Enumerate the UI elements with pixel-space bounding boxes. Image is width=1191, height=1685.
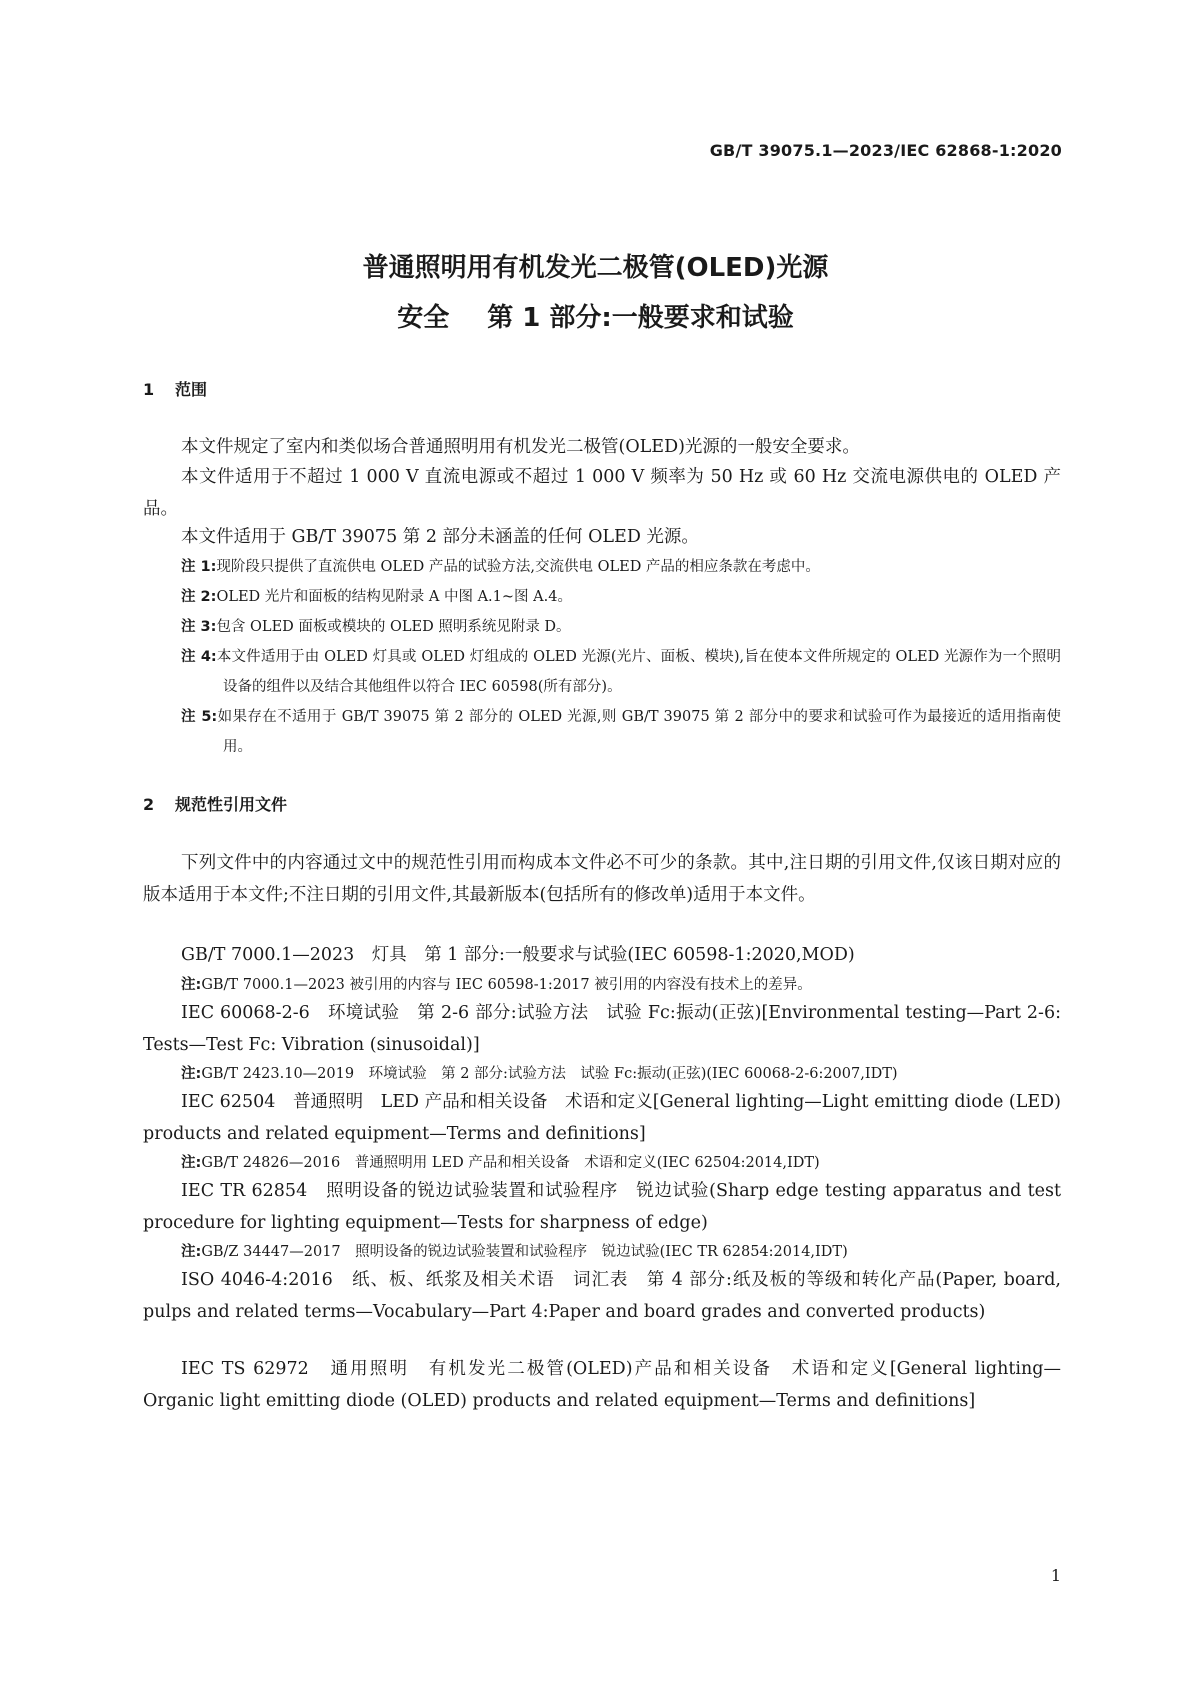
scope-note-4: 注 4:本文件适用于由 OLED 灯具或 OLED 灯组成的 OLED 光源(光片、面板、模块),旨在使本文件所规定的 OLED 光源作为一个照明设备的组件以及结合其他组件以符合 IEC 60598(所有部分)。 bbox=[181, 649, 1062, 695]
scope-paragraph-2: 本文件适用于不超过 1 000 V 直流电源或不超过 1 000 V 频率为 50 Hz 或 60 Hz 交流电源供电的 OLED 产品。 bbox=[143, 467, 1061, 519]
document-title-line1: 普通照明用有机发光二极管(OLED)光源 bbox=[362, 253, 829, 283]
title-part-b: 第 1 部分:一般要求和试验 bbox=[487, 303, 794, 333]
section-2-heading: 2 规范性引用文件 bbox=[143, 795, 288, 814]
reference-4: IEC TR 62854 照明设备的锐边试验装置和试验程序 锐边试验(Sharp edge testing apparatus and test procedure for lighting equipment—Tests for sharpness of edge) bbox=[143, 1181, 1061, 1233]
scope-note-2: 注 2:OLED 光片和面板的结构见附录 A 中图 A.1~图 A.4。 bbox=[181, 589, 572, 605]
reference-3: IEC 62504 普通照明 LED 产品和相关设备 术语和定义[General lighting—Light emitting diode (LED) products and related equipment—Terms and definitions] bbox=[143, 1092, 1061, 1144]
reference-6: IEC TS 62972 通用照明 有机发光二极管(OLED)产品和相关设备 术语和定义[General lighting—Organic light emitting diode (OLED) products and related equipment—Terms and definitions] bbox=[143, 1359, 1061, 1411]
references-intro: 下列文件中的内容通过文中的规范性引用而构成本文件必不可少的条款。其中,注日期的引用文件,仅该日期对应的版本适用于本文件;不注日期的引用文件,其最新版本(包括所有的修改单)适用于本文件。 bbox=[143, 853, 1061, 905]
document-title-line2 bbox=[0, 297, 1191, 334]
section-1-heading: 1 范围 bbox=[143, 380, 208, 399]
scope-note-3: 注 3:包含 OLED 面板或模块的 OLED 照明系统见附录 D。 bbox=[181, 619, 571, 635]
page-number: 1 bbox=[1050, 1566, 1061, 1585]
reference-1: GB/T 7000.1—2023 灯具 第 1 部分:一般要求与试验(IEC 60598-1:2020,MOD) bbox=[181, 945, 855, 965]
standard-code: GB/T 39075.1—2023/IEC 62868-1:2020 bbox=[709, 141, 1062, 160]
reference-2: IEC 60068-2-6 环境试验 第 2-6 部分:试验方法 试验 Fc:振动(正弦)[Environmental testing—Part 2-6: Tests—Test Fc: Vibration (sinusoidal)] bbox=[143, 1003, 1061, 1055]
scope-paragraph-1: 本文件规定了室内和类似场合普通照明用有机发光二极管(OLED)光源的一般安全要求。 bbox=[181, 437, 860, 457]
reference-note-1: 注:GB/T 7000.1—2023 被引用的内容与 IEC 60598-1:2017 被引用的内容没有技术上的差异。 bbox=[181, 977, 812, 993]
title-part-a: 安全 bbox=[397, 303, 450, 333]
reference-5: ISO 4046-4:2016 纸、板、纸浆及相关术语 词汇表 第 4 部分:纸及板的等级和转化产品(Paper, board, pulps and related terms—Vocabulary—Part 4:Paper and board grades and converted products) bbox=[143, 1270, 1061, 1322]
scope-note-1: 注 1:现阶段只提供了直流供电 OLED 产品的试验方法,交流供电 OLED 产品的相应条款在考虑中。 bbox=[181, 559, 820, 575]
scope-note-5: 注 5:如果存在不适用于 GB/T 39075 第 2 部分的 OLED 光源,则 GB/T 39075 第 2 部分中的要求和试验可作为最接近的适用指南使用。 bbox=[181, 709, 1062, 755]
reference-note-2: 注:GB/T 2423.10—2019 环境试验 第 2 部分:试验方法 试验 Fc:振动(正弦)(IEC 60068-2-6:2007,IDT) bbox=[181, 1066, 898, 1082]
reference-note-4: 注:GB/Z 34447—2017 照明设备的锐边试验装置和试验程序 锐边试验(IEC TR 62854:2014,IDT) bbox=[181, 1244, 848, 1260]
scope-paragraph-3: 本文件适用于 GB/T 39075 第 2 部分未涵盖的任何 OLED 光源。 bbox=[181, 527, 699, 547]
reference-note-3: 注:GB/T 24826—2016 普通照明用 LED 产品和相关设备 术语和定义(IEC 62504:2014,IDT) bbox=[181, 1155, 820, 1171]
